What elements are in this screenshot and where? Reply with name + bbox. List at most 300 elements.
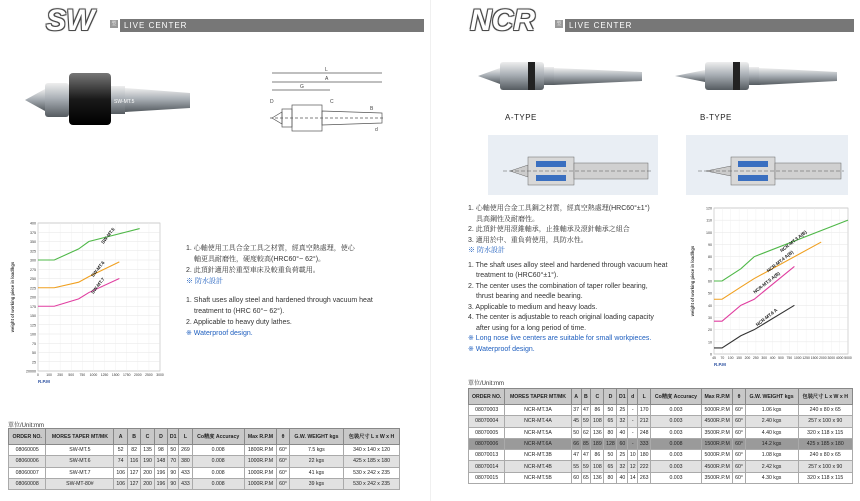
ncr-x-tick: 3000: [827, 356, 836, 360]
ncr-header-cell: C: [591, 389, 604, 405]
ncr-header-cell: D: [604, 389, 617, 405]
ncr-x-axis-label: R.P.M: [714, 362, 726, 367]
ncr-header-cell: Max R.P.M: [701, 389, 733, 405]
ncr-x-tick: 45: [712, 356, 716, 360]
sw-table-cell: 196: [154, 478, 167, 489]
ncr-table-cell: 60°: [733, 461, 745, 472]
ncr-header-cell: 包裝尺寸 L x W x H: [798, 389, 853, 405]
ncr-table-cell: -: [628, 416, 638, 427]
ncr-x-tick: 150: [736, 356, 742, 360]
sw-header-cell: Max R.P.M: [244, 429, 277, 445]
sw-y-tick: 125: [30, 323, 36, 328]
ncr-x-tick: 2000: [819, 356, 827, 360]
sw-table-cell: 127: [127, 467, 140, 478]
ncr-table-cell: 180: [638, 450, 651, 461]
ncr-table-cell: 50: [604, 405, 617, 416]
sw-table-cell: 90: [168, 478, 179, 489]
sw-table-cell: 106: [114, 478, 127, 489]
ncr-table-cell: NCR-MT.4A: [505, 416, 571, 427]
ncr-desc-cn-2: 具高鋼性及耐磨性。: [476, 215, 539, 223]
ncr-desc-en-1: 1. The shaft uses alloy steel and hardened through vacuum heat: [468, 261, 668, 269]
ncr-header-cell: A: [571, 389, 581, 405]
sw-header-cell: 包裝尺寸 L x W x H: [344, 429, 400, 445]
ncr-table-cell: 40: [617, 427, 628, 438]
ncr-b-type-label: B-TYPE: [700, 113, 732, 122]
ncr-x-tick: 1250: [802, 356, 810, 360]
ncr-table-row: [469, 461, 853, 472]
ncr-table-cell: 4500R.P.M: [701, 461, 733, 472]
ncr-table-cell: 65: [581, 472, 591, 483]
ncr-table-cell: 170: [638, 405, 651, 416]
ncr-table-cell: 50: [571, 427, 581, 438]
ncr-table-cell: 25: [617, 405, 628, 416]
sw-drawing-label-g: G: [300, 84, 304, 90]
ncr-y-tick: 120: [706, 206, 712, 211]
ncr-table-row: [469, 416, 853, 427]
sw-x-tick: 100: [46, 373, 52, 377]
ncr-banner: LIVE CENTER: [565, 19, 854, 32]
ncr-desc-cn-3: 2. 此頂針使用滾錐軸承，止推軸承及滾針軸承之組合: [468, 226, 630, 233]
sw-desc-en-3: 2. Applicable to heavy duty lathes.: [186, 319, 292, 326]
ncr-table-cell: 10: [628, 450, 638, 461]
ncr-table-cell: -: [628, 405, 638, 416]
sw-table-cell: SW-MT-80#: [46, 478, 114, 489]
sw-table-cell: 39 kgs: [289, 478, 343, 489]
sw-brand-badge: 型: [111, 21, 117, 27]
ncr-table-cell: 0.003: [651, 472, 702, 483]
ncr-table-cell: 4500R.P.M: [701, 416, 733, 427]
sw-table-cell: SW-MT.6: [46, 456, 114, 467]
ncr-table-row: [469, 438, 853, 449]
sw-table-cell: SW-MT.5: [46, 445, 114, 456]
ncr-table-cell: 60: [571, 472, 581, 483]
ncr-table-cell: 65: [604, 461, 617, 472]
ncr-y-tick: 110: [706, 218, 712, 223]
sw-y-tick: 400: [30, 221, 36, 226]
sw-series-label: SW-MT.6: [90, 260, 106, 279]
sw-table-cell: 60°: [277, 456, 290, 467]
ncr-x-tick: 100: [727, 356, 734, 360]
sw-table-header: [9, 429, 400, 445]
sw-header-cell: A: [114, 429, 127, 445]
sw-y-tick: 350: [30, 240, 36, 244]
ncr-spec-table: [468, 388, 853, 484]
sw-table-cell: 60°: [277, 478, 290, 489]
ncr-table-cell: NCR-MT.5B: [505, 472, 571, 483]
sw-y-tick: 50: [32, 351, 36, 355]
sw-desc-cn-2: 軸更具耐磨性，硬度較高(HRC60°~ 62°)。: [194, 256, 326, 263]
ncr-header-cell: ORDER NO.: [469, 389, 505, 405]
ncr-table-cell: 5000R.P.M: [701, 450, 733, 461]
ncr-table-cell: NCR-MT.3A: [505, 405, 571, 416]
sw-y-tick: 20000: [26, 369, 36, 374]
sw-table-cell: 74: [114, 456, 127, 467]
ncr-y-tick: 40: [708, 303, 712, 308]
sw-table-cell: 08060005: [9, 445, 46, 456]
sw-table-cell: 08060007: [9, 467, 46, 478]
sw-table-cell: 08060006: [9, 456, 46, 467]
ncr-y-axis-label: weight of working piece in load/kgs: [690, 245, 695, 317]
sw-table-cell: 90: [168, 467, 179, 478]
ncr-table-cell: NCR-MT.5A: [505, 427, 571, 438]
ncr-x-tick: 250: [753, 356, 759, 360]
sw-drawing-label-b: B: [370, 106, 374, 112]
sw-y-tick: 275: [30, 267, 36, 272]
ncr-b-type-cross-section: [686, 135, 848, 195]
ncr-header-cell: MORES TAPER MT/MK: [505, 389, 571, 405]
ncr-table-cell: 47: [581, 405, 591, 416]
ncr-table-cell: 136: [591, 472, 604, 483]
ncr-table-cell: 50: [604, 450, 617, 461]
ncr-y-tick: 30: [708, 316, 712, 320]
ncr-a-type-cross-section: [488, 135, 658, 195]
ncr-table-cell: 240 x 80 x 65: [798, 405, 853, 416]
sw-table-cell: 0.008: [192, 478, 244, 489]
sw-table-cell: 530 x 242 x 235: [344, 467, 400, 478]
sw-desc-en-4: ※ Waterproof design.: [186, 330, 253, 337]
sw-y-tick: 175: [30, 304, 36, 309]
ncr-table-cell: 1.06 kgs: [745, 405, 798, 416]
sw-table-cell: 530 x 242 x 235: [344, 478, 400, 489]
ncr-table-cell: 85: [581, 438, 591, 449]
ncr-desc-cn-5: ※ 防水設計: [468, 247, 505, 254]
ncr-y-tick: 0: [710, 352, 712, 357]
ncr-table-cell: 80: [604, 427, 617, 438]
ncr-table-cell: 14: [628, 472, 638, 483]
sw-drawing-label-c: C: [330, 99, 334, 105]
sw-table-row: [9, 445, 400, 456]
ncr-table-cell: 59: [581, 461, 591, 472]
ncr-table-cell: 86: [591, 405, 604, 416]
sw-table-cell: 7.5 kgs: [289, 445, 343, 456]
ncr-x-tick: 1500: [810, 356, 819, 360]
sw-desc-cn-1: 1. 心軸使用工具合金工具之材質，經真空熱處理，使心: [186, 245, 355, 252]
ncr-table-cell: 240 x 80 x 65: [798, 450, 853, 461]
ncr-table-cell: 60°: [733, 438, 745, 449]
ncr-desc-en-5: 3. Applicable to medium and heavy loads.: [468, 303, 598, 311]
ncr-table-cell: 3500R.P.M: [701, 472, 733, 483]
sw-table-cell: 52: [114, 445, 127, 456]
sw-desc-cn-4: ※ 防水設計: [186, 278, 223, 285]
sw-product-photo: [20, 55, 195, 135]
ncr-table-cell: 257 x 100 x 90: [798, 461, 853, 472]
sw-series-label: SW-MT.7: [90, 276, 106, 295]
sw-y-tick: 100: [30, 332, 36, 337]
ncr-table-cell: 60: [617, 438, 628, 449]
ncr-y-tick: 50: [708, 291, 712, 296]
sw-table-cell: 433: [179, 478, 192, 489]
ncr-series-label: NCR-MT.3 A(B): [779, 229, 808, 254]
sw-y-tick: 75: [32, 341, 36, 346]
ncr-table-cell: 37: [571, 405, 581, 416]
ncr-table-cell: 62: [581, 427, 591, 438]
sw-table-cell: 70: [168, 456, 179, 467]
ncr-x-tick: 4000: [835, 356, 844, 360]
sw-table-cell: 380: [179, 456, 192, 467]
ncr-table-cell: 86: [591, 450, 604, 461]
ncr-table-cell: 320 x 118 x 115: [798, 427, 853, 438]
sw-table-row: [9, 467, 400, 478]
ncr-table-cell: 08070014: [469, 461, 505, 472]
sw-series-label: SW-MT.5: [100, 226, 116, 245]
ncr-table-row: [469, 405, 853, 416]
ncr-table-cell: 45: [571, 416, 581, 427]
sw-desc-en-2: treatment to (HRC 60°~ 62°).: [194, 308, 285, 315]
ncr-table-cell: 12: [628, 461, 638, 472]
sw-table-cell: 0.008: [192, 445, 244, 456]
ncr-brand-badge: 型: [556, 21, 562, 27]
sw-technical-drawing: [270, 65, 390, 140]
ncr-table-cell: 4.40 kgs: [745, 427, 798, 438]
ncr-table-cell: 189: [591, 438, 604, 449]
sw-spec-table: [8, 428, 400, 490]
sw-table-cell: 60°: [277, 467, 290, 478]
ncr-table-cell: 128: [604, 438, 617, 449]
sw-drawing-label-d-small: d: [375, 127, 378, 133]
ncr-table-cell: 1.08 kgs: [745, 450, 798, 461]
ncr-table-row: [469, 472, 853, 483]
sw-table-cell: 196: [154, 467, 167, 478]
ncr-table-cell: 108: [591, 461, 604, 472]
ncr-a-type-photo: [470, 50, 650, 105]
sw-table-cell: 0.008: [192, 456, 244, 467]
sw-y-tick: 225: [30, 286, 36, 291]
sw-drawing-label-d: D: [270, 99, 274, 105]
ncr-y-tick: 70: [708, 267, 712, 272]
ncr-table-cell: 2.40 kgs: [745, 416, 798, 427]
sw-table-cell: 148: [154, 456, 167, 467]
ncr-y-tick: 60: [708, 279, 712, 284]
ncr-table-cell: 60°: [733, 472, 745, 483]
ncr-y-tick: 100: [706, 230, 712, 235]
sw-table-cell: 433: [179, 467, 192, 478]
sw-table-cell: 1000R.P.M: [244, 467, 277, 478]
sw-y-tick: 25: [32, 360, 36, 365]
ncr-header-cell: B: [581, 389, 591, 405]
ncr-table-cell: 257 x 100 x 90: [798, 416, 853, 427]
sw-y-tick: 150: [30, 314, 36, 318]
ncr-table-cell: 0.003: [651, 405, 702, 416]
ncr-table-cell: 08070003: [469, 405, 505, 416]
ncr-table-cell: 3500R.P.M: [701, 427, 733, 438]
ncr-note-2: ※ Waterproof design.: [468, 345, 535, 353]
sw-x-tick: 1500: [111, 373, 120, 377]
sw-table-cell: 41 kgs: [289, 467, 343, 478]
ncr-table-cell: 32: [617, 461, 628, 472]
ncr-desc-cn-4: 3. 適用於中、重負荷使用，具防水性。: [468, 236, 588, 244]
ncr-table-cell: 59: [581, 416, 591, 427]
sw-table-cell: 200: [141, 478, 154, 489]
ncr-table-cell: 08070015: [469, 472, 505, 483]
ncr-y-tick: 20: [708, 328, 712, 333]
ncr-desc-en-7: after using for a long period of time.: [476, 324, 587, 332]
page-divider: [430, 0, 431, 501]
sw-drawing-label-a: A: [325, 76, 329, 82]
sw-table-cell: 1000R.P.M: [244, 478, 277, 489]
ncr-table-cell: 136: [591, 427, 604, 438]
sw-table-cell: 127: [127, 478, 140, 489]
sw-description: [186, 243, 401, 339]
ncr-table-cell: 320 x 118 x 115: [798, 472, 853, 483]
sw-x-tick: 250: [57, 373, 64, 377]
ncr-table-cell: 66: [571, 438, 581, 449]
ncr-table-cell: 08070005: [469, 427, 505, 438]
sw-table-cell: 60°: [277, 445, 290, 456]
ncr-table-cell: 65: [604, 416, 617, 427]
ncr-y-tick: 10: [708, 340, 712, 345]
ncr-x-tick: 5000: [844, 356, 852, 360]
sw-y-tick: 200: [30, 295, 36, 300]
sw-table-cell: 340 x 140 x 120: [344, 445, 400, 456]
ncr-table-cell: 222: [638, 461, 651, 472]
ncr-table-cell: 1500R.P.M: [701, 438, 733, 449]
sw-x-tick: 0: [37, 373, 39, 377]
sw-x-tick: 3000: [156, 373, 164, 377]
ncr-table-cell: 25: [617, 450, 628, 461]
sw-x-axis-label: R.P.M: [38, 379, 50, 384]
sw-table-body: [9, 445, 400, 490]
ncr-table-cell: 5000R.P.M: [701, 405, 733, 416]
sw-header-cell: MORES TAPER MT/MK: [46, 429, 114, 445]
sw-unit-label: 單位/Unit:mm: [8, 423, 45, 429]
ncr-desc-cn-1: 1. 心軸使用合金工具鋼之材質，經真空熱處理(HRC60°±1°): [468, 205, 650, 212]
ncr-table-cell: 248: [638, 427, 651, 438]
ncr-y-tick: 90: [708, 243, 712, 247]
ncr-table-cell: 80: [604, 472, 617, 483]
ncr-table-cell: 0.003: [651, 416, 702, 427]
ncr-table-cell: 0.003: [651, 450, 702, 461]
sw-x-tick: 2500: [145, 373, 153, 377]
ncr-table-cell: 2.42 kgs: [745, 461, 798, 472]
ncr-table-cell: 60°: [733, 427, 745, 438]
ncr-table-header: [469, 389, 853, 405]
sw-table-cell: 50: [168, 445, 179, 456]
sw-table-cell: 98: [154, 445, 167, 456]
ncr-table-cell: NCR-MT.6A: [505, 438, 571, 449]
ncr-table-cell: NCR-MT.3B: [505, 450, 571, 461]
ncr-header-cell: Co精度 Accuracy: [651, 389, 702, 405]
ncr-a-type-label: A-TYPE: [505, 113, 537, 122]
sw-table-cell: 135: [141, 445, 154, 456]
ncr-x-tick: 300: [761, 356, 768, 360]
ncr-header-cell: G.W. WEIGHT kgs: [745, 389, 798, 405]
ncr-x-tick: 750: [786, 356, 793, 360]
ncr-header-cell: θ: [733, 389, 745, 405]
ncr-table-cell: 40: [617, 472, 628, 483]
ncr-table-cell: 08070004: [469, 416, 505, 427]
ncr-table-cell: 425 x 185 x 180: [798, 438, 853, 449]
sw-table-cell: 190: [141, 456, 154, 467]
ncr-table-cell: 4.30 kgs: [745, 472, 798, 483]
ncr-table-cell: 60°: [733, 450, 745, 461]
ncr-b-type-photo: [665, 50, 845, 105]
ncr-load-chart: [688, 200, 853, 370]
sw-table-cell: 116: [127, 456, 140, 467]
sw-header-cell: L: [179, 429, 192, 445]
sw-table-cell: 22 kgs: [289, 456, 343, 467]
ncr-table-cell: 333: [638, 438, 651, 449]
sw-x-tick: 500: [68, 373, 75, 377]
ncr-x-tick: 1000: [793, 356, 802, 360]
sw-table-row: [9, 456, 400, 467]
ncr-header-cell: L: [638, 389, 651, 405]
sw-load-chart: [8, 215, 168, 385]
ncr-table-cell: 0.003: [651, 461, 702, 472]
ncr-table-cell: 60°: [733, 405, 745, 416]
sw-desc-cn-3: 2. 此頂針適用於重型車床及較重負荷載用。: [186, 267, 320, 274]
sw-table-cell: 269: [179, 445, 192, 456]
sw-table-cell: 0.008: [192, 467, 244, 478]
sw-drawing-label-l: L: [325, 67, 328, 73]
sw-table-cell: 200: [141, 467, 154, 478]
ncr-desc-en-2: treatment to (HRC60°±1°).: [476, 272, 559, 279]
ncr-table-cell: 14.2 kgs: [745, 438, 798, 449]
ncr-x-tick: 200: [744, 356, 751, 360]
ncr-description: [468, 204, 688, 355]
ncr-table-cell: -: [628, 438, 638, 449]
sw-table-cell: 08060008: [9, 478, 46, 489]
sw-table-cell: 106: [114, 467, 127, 478]
sw-y-tick: 375: [30, 230, 36, 235]
sw-y-tick: 250: [30, 277, 36, 281]
ncr-series-label: NCR-MT.6 A: [754, 307, 779, 328]
sw-x-tick: 1250: [100, 373, 109, 377]
ncr-table-row: [469, 450, 853, 461]
sw-y-tick: 300: [30, 258, 36, 263]
sw-brand-title: SW: [46, 4, 95, 37]
sw-table-cell: 1800R.P.M: [244, 445, 277, 456]
sw-header-cell: C: [141, 429, 154, 445]
sw-x-tick: 2000: [134, 373, 142, 377]
ncr-table-cell: 60°: [733, 416, 745, 427]
ncr-table-cell: 0.008: [651, 438, 702, 449]
ncr-y-tick: 80: [708, 255, 712, 260]
sw-header-cell: Co精度 Accuracy: [192, 429, 244, 445]
ncr-unit-label: 單位/Unit:mm: [468, 381, 505, 387]
sw-header-cell: ORDER NO.: [9, 429, 46, 445]
ncr-table-body: [469, 405, 853, 484]
ncr-table-cell: 263: [638, 472, 651, 483]
sw-table-cell: SW-MT.7: [46, 467, 114, 478]
ncr-table-cell: 08070013: [469, 450, 505, 461]
sw-header-cell: G.W. WEIGHT kgs: [289, 429, 343, 445]
sw-x-tick: 1750: [122, 373, 131, 377]
ncr-table-cell: 32: [617, 416, 628, 427]
ncr-table-cell: -: [628, 427, 638, 438]
sw-x-tick: 750: [79, 373, 86, 377]
ncr-table-cell: 108: [591, 416, 604, 427]
sw-x-tick: 1000: [89, 373, 98, 377]
ncr-table-cell: 0.003: [651, 427, 702, 438]
sw-table-cell: 425 x 185 x 180: [344, 456, 400, 467]
ncr-x-tick: 70: [720, 356, 725, 360]
ncr-table-cell: NCR-MT.4B: [505, 461, 571, 472]
sw-table-cell: 1000R.P.M: [244, 456, 277, 467]
sw-y-axis-label: weight of working piece in load/kgs: [10, 261, 15, 333]
ncr-x-tick: 500: [778, 356, 784, 360]
sw-table-row: [9, 478, 400, 489]
sw-header-cell: D1: [168, 429, 179, 445]
ncr-header-cell: D1: [617, 389, 628, 405]
ncr-brand-title: NCR: [470, 4, 535, 37]
sw-header-cell: D: [154, 429, 167, 445]
ncr-header-cell: d: [628, 389, 638, 405]
sw-header-cell: B: [127, 429, 140, 445]
sw-header-cell: θ: [277, 429, 290, 445]
ncr-series-label: NCR-MT.5 A(B): [752, 270, 781, 295]
sw-desc-en-1: 1. Shaft uses alloy steel and hardened through vacuum heat: [186, 297, 373, 304]
sw-table-cell: 82: [127, 445, 140, 456]
